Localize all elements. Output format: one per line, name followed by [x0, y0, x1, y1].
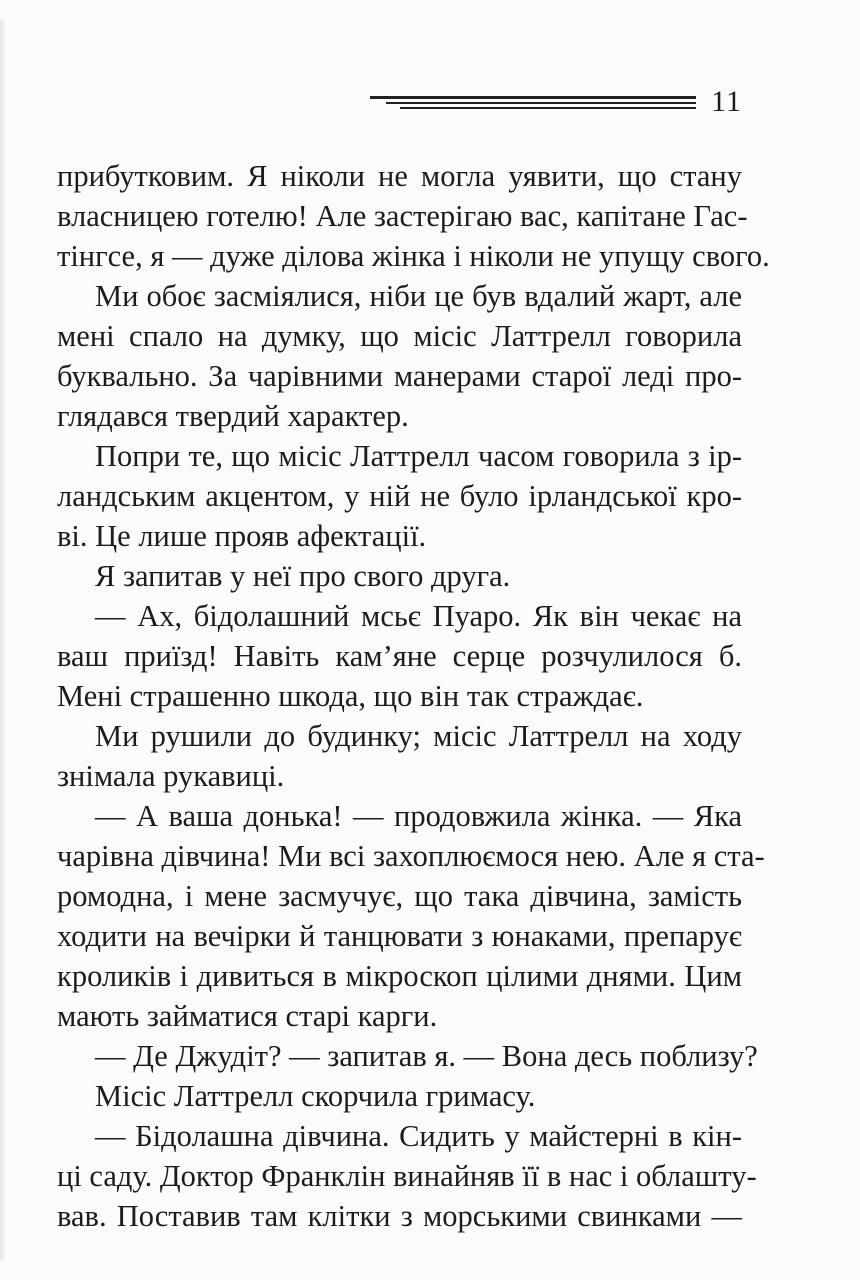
text-line: Ми обоє засміялися, ніби це був вдалий жарт, але: [95, 279, 742, 313]
text-line: Попри те, що місіс Латтрелл часом говорила з ір-: [95, 439, 742, 473]
page-number: 11: [711, 85, 742, 118]
text-line: Місіс Латтрелл скорчила гримасу.: [95, 1079, 536, 1113]
text-line: мають займатися старі карги.: [57, 999, 438, 1033]
text-line: тінгсе, я — дуже ділова жінка і ніколи не упущу свого.: [57, 239, 770, 273]
header-rule: [400, 107, 696, 109]
text-line: глядався твердий характер.: [57, 399, 409, 433]
text-line: ходити на вечірки й танцювати з юнаками, препарує: [57, 919, 742, 953]
body-text: [57, 156, 770, 1236]
text-line: — Ах, бідолашний мсьє Пуаро. Як він чекає на: [95, 599, 742, 633]
header-rule: [386, 102, 696, 104]
text-line: мені спало на думку, що місіс Латтрелл говорила: [57, 319, 742, 353]
text-line: Мені страшенно шкода, що він так страждає.: [57, 679, 644, 713]
page-edge-shadow: [0, 20, 6, 1260]
running-header: [370, 84, 742, 124]
text-line: буквально. За чарівними манерами старої леді про-: [57, 359, 742, 393]
text-line: власницею готелю! Але застерігаю вас, капітане Гас-: [57, 199, 748, 233]
text-line: ві. Це лише прояв афектації.: [57, 519, 427, 553]
text-line: кроликів і дивиться в мікроскоп цілими днями. Цим: [57, 959, 742, 993]
text-line: Ми рушили до будинку; місіс Латтрелл на ходу: [95, 719, 742, 753]
text-line: чарівна дівчина! Ми всі захоплюємося нею. Але я ста-: [57, 839, 765, 873]
text-line: вав. Поставив там клітки з морськими свинками —: [57, 1199, 742, 1233]
text-line: — Де Джудіт? — запитав я. — Вона десь поблизу?: [95, 1039, 758, 1073]
text-line: ці саду. Доктор Франклін винайняв її в нас і облашту-: [57, 1159, 757, 1193]
text-line: прибутковим. Я ніколи не могла уявити, що стану: [57, 159, 742, 193]
text-line: — А ваша донька! — продовжила жінка. — Яка: [95, 799, 742, 833]
text-line: — Бідолашна дівчина. Сидить у майстерні в кін-: [95, 1119, 742, 1153]
text-line: ландським акцентом, у ній не було ірландської кро-: [57, 479, 742, 513]
text-line: ромодна, і мене засмучує, що така дівчина, замість: [57, 879, 742, 913]
text-line: ваш приїзд! Навіть кам’яне серце розчулилося б.: [57, 639, 742, 673]
header-rule: [370, 96, 696, 99]
text-line: Я запитав у неї про свого друга.: [95, 559, 511, 593]
text-line: знімала рукавиці.: [57, 759, 285, 793]
